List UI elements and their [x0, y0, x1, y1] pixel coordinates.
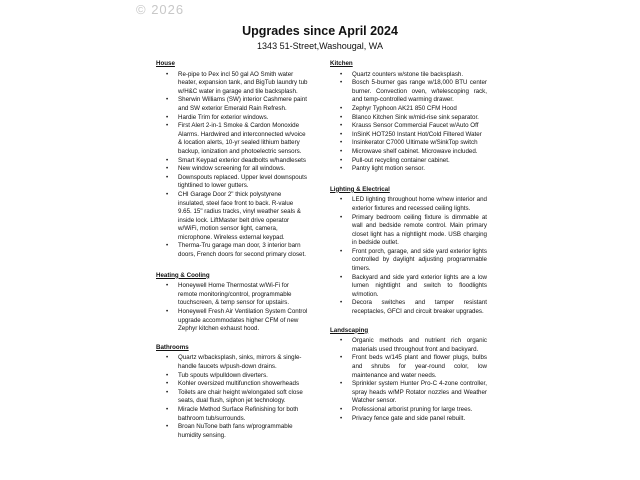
house-list — [156, 71, 308, 260]
list-item: • LED lighting throughout home w/new interior and exterior fixtures and recessed ceiling lights. — [330, 196, 487, 213]
list-item: • Hardie Trim for exterior windows. — [156, 114, 308, 123]
list-item: • Broan NuTone bath fans w/programmable humidity sensing. — [156, 423, 308, 440]
list-item: • Microwave shelf cabinet. Microwave included. — [330, 148, 487, 157]
list-item: • Pantry light motion sensor. — [330, 165, 487, 174]
bathrooms-list — [156, 354, 308, 440]
list-item: • Professional arborist pruning for large trees. — [330, 406, 487, 415]
list-item: • Krauss Sensor Commercial Faucet w/Auto Off — [330, 122, 487, 131]
list-item: • Honeywell Home Thermostat w/Wi-Fi for remote monitoring/control, programmable touchscreen, & temp sensor for upstairs. — [156, 282, 308, 308]
page-title: Upgrades since April 2024 — [242, 24, 398, 38]
list-item: • Front beds w/145 plant and flower plugs, bulbs and shrubs for year-round color, low maintenance and water needs. — [330, 354, 487, 380]
list-item: • Miracle Method Surface Refinishing for both bathroom tub/surrounds. — [156, 406, 308, 423]
list-item: • Decora switches and tamper resistant receptacles, GFCI and circuit breaker upgrades. — [330, 299, 487, 316]
list-item: • New window screening for all windows. — [156, 165, 308, 174]
list-item: • Tub spouts w/pulldown diverters. — [156, 372, 308, 381]
list-item: • Pull-out recycling container cabinet. — [330, 157, 487, 166]
list-item: • Quartz w/backsplash, sinks, mirrors & single-handle faucets w/push-down drains. — [156, 354, 308, 371]
section-heading-bathrooms: Bathrooms — [156, 343, 189, 351]
heating-list — [156, 282, 308, 334]
left-column — [156, 60, 308, 440]
section-heading-heating-cooling: Heating & Cooling — [156, 271, 210, 279]
list-item: • Blanco Kitchen Sink w/mid-rise sink separator. — [330, 114, 487, 123]
list-item: • Honeywell Fresh Air Ventilation System Control upgrade accommodates higher CFM of new Zephyr kitchen exhaust hood. — [156, 308, 308, 334]
list-item: • Smart Keypad exterior deadbolts w/handlesets — [156, 157, 308, 166]
list-item: • Organic methods and nutrient rich organic materials used throughout front and backyard. — [330, 337, 487, 354]
section-heading-kitchen: Kitchen — [330, 60, 353, 67]
list-item: • Front porch, garage, and side yard exterior lights controlled by daylight adjusting programmable timers. — [330, 248, 487, 274]
copyright-watermark: © 2026 — [136, 2, 185, 17]
list-item: • Kohler oversized multifunction showerheads — [156, 380, 308, 389]
list-item: • Sherwin Williams (SW) interior Cashmere paint and SW exterior Emerald Rain Refresh. — [156, 96, 308, 113]
lighting-list — [330, 196, 487, 316]
address: 1343 51-Street,Washougal, WA — [257, 41, 383, 51]
list-item: • Re-pipe to Pex incl 50 gal AO Smith water heater, expansion tank, and BigTub laundry tub w/H&C water in garage and tile backsplash. — [156, 71, 308, 97]
list-item: • Sprinkler system Hunter Pro-C 4-zone controller, spray heads w/MP Rotator nozzles and Weather Watcher sensor. — [330, 380, 487, 406]
list-item: • Therma-Tru garage man door, 3 interior barn doors, French doors for second primary closet. — [156, 242, 308, 259]
list-item: • Zephyr Typhoon AK21 850 CFM Hood — [330, 105, 487, 114]
section-heading-house: House — [156, 60, 175, 67]
list-item: • Downspouts replaced. Upper level downspouts tightlined to lower gutters. — [156, 174, 308, 191]
list-item: • Privacy fence gate and side panel rebuilt. — [330, 415, 487, 424]
list-item: • Insinkerator C7000 Ultimate w/SinkTop switch — [330, 139, 487, 148]
landscaping-list — [330, 337, 487, 423]
section-heading-landscaping: Landscaping — [330, 326, 369, 334]
kitchen-list — [330, 71, 487, 174]
list-item: • Bosch 5-burner gas range w/18,000 BTU center burner. Convection oven, w/telescoping rack, and temp-controlled warming drawer. — [330, 79, 487, 105]
list-item: • Toilets are chair height w/elongated soft close seats, dual flush, siphon jet technology. — [156, 389, 308, 406]
list-item: • InSinK HOT250 Instant Hot/Cold Filtered Water — [330, 131, 487, 140]
section-heading-lighting-electrical: Lighting & Electrical — [330, 185, 390, 193]
list-item: • Primary bedroom ceiling fixture is dimmable at wall and bedside remote control. Main primary closet light has a nightlight mode. USB charging in bedside outlet. — [330, 214, 487, 248]
list-item: • Quartz counters w/stone tile backsplash. — [330, 71, 487, 80]
list-item: • CHI Garage Door 2" thick polystyrene insulated, steel face front to back. R-value 9.65. 15" radius tracks, vinyl weather seals & inside lock. LiftMaster belt drive operator w/WiFi, motion sensor light, camera, microphone. Wireless external keypad. — [156, 191, 308, 243]
list-item: • First Alert 2-in-1 Smoke & Cardon Monoxide Alarms. Hardwired and interconnected w/voice & location alerts, 10-yr sealed lithium battery backup, ionization and photoelectric sensors. — [156, 122, 308, 156]
list-item: • Backyard and side yard exterior lights are a low lumen nightlight and switch to floodlights w/motion. — [330, 274, 487, 300]
right-column — [330, 60, 487, 423]
